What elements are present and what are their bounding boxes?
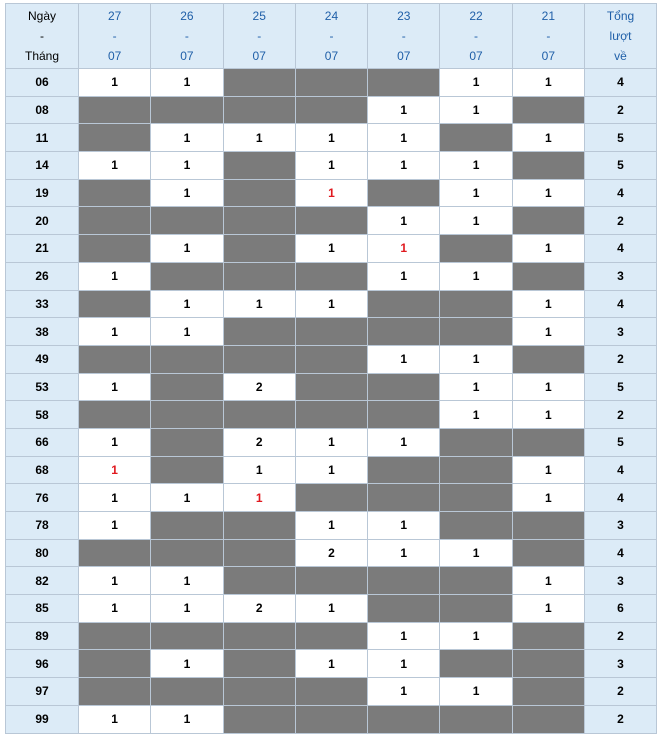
total-cell: 4 <box>585 179 657 207</box>
hit-count-cell: 1 <box>512 179 584 207</box>
empty-cell <box>368 179 440 207</box>
number-cell: 97 <box>6 678 79 706</box>
table-row <box>6 262 657 290</box>
empty-cell <box>79 179 151 207</box>
number-cell: 53 <box>6 373 79 401</box>
corner-line: Tháng <box>24 49 60 63</box>
total-cell: 5 <box>585 152 657 180</box>
hit-count-cell: 1 <box>368 539 440 567</box>
empty-cell <box>295 318 367 346</box>
empty-cell <box>151 456 223 484</box>
corner-line: - <box>40 29 44 43</box>
date-month: 07 <box>324 49 339 63</box>
hit-count-cell: 1 <box>79 152 151 180</box>
hit-count-cell: 1 <box>368 622 440 650</box>
empty-cell <box>295 401 367 429</box>
empty-cell <box>440 235 512 263</box>
hit-count-cell: 1 <box>151 290 223 318</box>
total-cell: 5 <box>585 373 657 401</box>
hit-count-cell: 1 <box>440 152 512 180</box>
empty-cell <box>79 290 151 318</box>
hit-count-cell: 1 <box>368 678 440 706</box>
empty-cell <box>295 678 367 706</box>
empty-cell <box>440 318 512 346</box>
date-month: 07 <box>252 49 266 63</box>
date-sep: - <box>401 29 406 43</box>
total-cell: 3 <box>585 318 657 346</box>
hit-count-cell: 1 <box>440 373 512 401</box>
total-cell: 2 <box>585 678 657 706</box>
hit-count-cell: 1 <box>79 456 151 484</box>
empty-cell <box>512 428 584 456</box>
empty-cell <box>223 235 295 263</box>
total-cell: 2 <box>585 207 657 235</box>
hit-count-cell: 1 <box>295 595 367 623</box>
number-cell: 85 <box>6 595 79 623</box>
empty-cell <box>151 678 223 706</box>
hit-count-cell: 1 <box>440 345 512 373</box>
hit-count-cell: 1 <box>512 595 584 623</box>
empty-cell <box>295 484 367 512</box>
hit-count-cell: 1 <box>295 290 367 318</box>
hit-count-cell: 1 <box>79 512 151 540</box>
hit-count-cell: 1 <box>368 428 440 456</box>
table-row <box>6 207 657 235</box>
empty-cell <box>295 705 367 733</box>
hit-count-cell: 1 <box>79 262 151 290</box>
hit-count-cell: 1 <box>512 69 584 97</box>
frequency-table <box>5 3 657 734</box>
empty-cell <box>440 512 512 540</box>
date-month: 07 <box>107 49 122 63</box>
total-cell: 3 <box>585 650 657 678</box>
table-row <box>6 650 657 678</box>
empty-cell <box>440 124 512 152</box>
number-cell: 68 <box>6 456 79 484</box>
number-cell: 38 <box>6 318 79 346</box>
hit-count-cell: 1 <box>295 650 367 678</box>
hit-count-cell: 1 <box>368 152 440 180</box>
hit-count-cell: 1 <box>79 705 151 733</box>
date-header <box>440 4 512 69</box>
hit-count-cell: 1 <box>151 484 223 512</box>
hit-count-cell: 1 <box>440 262 512 290</box>
empty-cell <box>295 69 367 97</box>
hit-count-cell: 1 <box>295 428 367 456</box>
hit-count-cell: 1 <box>151 179 223 207</box>
hit-count-cell: 1 <box>512 456 584 484</box>
hit-count-cell: 1 <box>512 235 584 263</box>
date-header <box>223 4 295 69</box>
total-cell: 2 <box>585 622 657 650</box>
number-cell: 58 <box>6 401 79 429</box>
total-cell: 4 <box>585 484 657 512</box>
date-day: 23 <box>397 9 411 23</box>
total-cell: 5 <box>585 124 657 152</box>
empty-cell <box>223 401 295 429</box>
number-cell: 08 <box>6 96 79 124</box>
corner-line: Ngày <box>27 9 56 23</box>
total-cell: 2 <box>585 401 657 429</box>
empty-cell <box>512 650 584 678</box>
empty-cell <box>79 678 151 706</box>
empty-cell <box>223 512 295 540</box>
empty-cell <box>79 345 151 373</box>
empty-cell <box>512 262 584 290</box>
hit-count-cell: 1 <box>512 401 584 429</box>
empty-cell <box>223 207 295 235</box>
table-row <box>6 69 657 97</box>
hit-count-cell: 1 <box>151 705 223 733</box>
empty-cell <box>223 69 295 97</box>
empty-cell <box>440 484 512 512</box>
empty-cell <box>512 345 584 373</box>
empty-cell <box>368 373 440 401</box>
empty-cell <box>368 456 440 484</box>
hit-count-cell: 1 <box>512 290 584 318</box>
number-cell: 14 <box>6 152 79 180</box>
table-row <box>6 705 657 733</box>
table-row <box>6 96 657 124</box>
total-cell: 4 <box>585 539 657 567</box>
empty-cell <box>440 428 512 456</box>
table-header <box>6 4 657 69</box>
hit-count-cell: 2 <box>223 595 295 623</box>
empty-cell <box>79 401 151 429</box>
number-cell: 66 <box>6 428 79 456</box>
total-cell: 3 <box>585 262 657 290</box>
hit-count-cell: 1 <box>151 69 223 97</box>
hit-count-cell: 1 <box>79 318 151 346</box>
table-row <box>6 428 657 456</box>
empty-cell <box>151 345 223 373</box>
empty-cell <box>79 96 151 124</box>
hit-count-cell: 1 <box>368 96 440 124</box>
number-cell: 99 <box>6 705 79 733</box>
empty-cell <box>368 567 440 595</box>
number-cell: 33 <box>6 290 79 318</box>
number-cell: 19 <box>6 179 79 207</box>
empty-cell <box>151 373 223 401</box>
hit-count-cell: 1 <box>79 595 151 623</box>
hit-count-cell: 1 <box>295 152 367 180</box>
empty-cell <box>151 428 223 456</box>
hit-count-cell: 1 <box>512 484 584 512</box>
empty-cell <box>368 290 440 318</box>
hit-count-cell: 1 <box>151 318 223 346</box>
table-row <box>6 179 657 207</box>
empty-cell <box>151 96 223 124</box>
hit-count-cell: 1 <box>440 622 512 650</box>
empty-cell <box>368 69 440 97</box>
hit-count-cell: 1 <box>368 235 440 263</box>
empty-cell <box>440 650 512 678</box>
number-cell: 76 <box>6 484 79 512</box>
empty-cell <box>223 567 295 595</box>
total-cell: 4 <box>585 69 657 97</box>
empty-cell <box>151 401 223 429</box>
hit-count-cell: 1 <box>295 512 367 540</box>
date-day: 22 <box>469 9 483 23</box>
empty-cell <box>223 179 295 207</box>
hit-count-cell: 1 <box>223 124 295 152</box>
empty-cell <box>223 622 295 650</box>
empty-cell <box>223 650 295 678</box>
empty-cell <box>295 262 367 290</box>
empty-cell <box>512 152 584 180</box>
total-cell: 4 <box>585 235 657 263</box>
total-cell: 2 <box>585 96 657 124</box>
hit-count-cell: 1 <box>440 678 512 706</box>
number-cell: 89 <box>6 622 79 650</box>
hit-count-cell: 1 <box>368 207 440 235</box>
hit-count-cell: 1 <box>440 69 512 97</box>
hit-count-cell: 1 <box>295 235 367 263</box>
hit-count-cell: 1 <box>151 567 223 595</box>
total-cell: 2 <box>585 345 657 373</box>
hit-count-cell: 1 <box>512 124 584 152</box>
hit-count-cell: 1 <box>223 484 295 512</box>
empty-cell <box>79 622 151 650</box>
empty-cell <box>440 567 512 595</box>
empty-cell <box>295 207 367 235</box>
number-cell: 26 <box>6 262 79 290</box>
table-row <box>6 345 657 373</box>
total-cell: 3 <box>585 512 657 540</box>
date-month: 07 <box>397 49 411 63</box>
date-day: 25 <box>252 9 266 23</box>
empty-cell <box>512 96 584 124</box>
empty-cell <box>512 622 584 650</box>
hit-count-cell: 2 <box>223 373 295 401</box>
hit-count-cell: 1 <box>295 456 367 484</box>
empty-cell <box>295 567 367 595</box>
empty-cell <box>223 152 295 180</box>
empty-cell <box>440 290 512 318</box>
number-cell: 49 <box>6 345 79 373</box>
date-sep: - <box>546 29 551 43</box>
empty-cell <box>368 401 440 429</box>
hit-count-cell: 1 <box>440 96 512 124</box>
hit-count-cell: 1 <box>151 235 223 263</box>
table-row <box>6 622 657 650</box>
total-cell: 2 <box>585 705 657 733</box>
date-header <box>79 4 151 69</box>
empty-cell <box>151 207 223 235</box>
hit-count-cell: 1 <box>295 124 367 152</box>
hit-count-cell: 1 <box>368 124 440 152</box>
empty-cell <box>440 456 512 484</box>
hit-count-cell: 1 <box>151 124 223 152</box>
empty-cell <box>223 705 295 733</box>
empty-cell <box>368 318 440 346</box>
date-day: 26 <box>180 9 194 23</box>
date-header <box>295 4 367 69</box>
empty-cell <box>79 650 151 678</box>
empty-cell <box>440 705 512 733</box>
date-sep: - <box>329 29 334 43</box>
hit-count-cell: 1 <box>440 179 512 207</box>
date-header <box>368 4 440 69</box>
empty-cell <box>223 539 295 567</box>
table-row <box>6 235 657 263</box>
hit-count-cell: 1 <box>368 262 440 290</box>
hit-count-cell: 1 <box>440 401 512 429</box>
date-day: 21 <box>541 9 556 23</box>
date-day: 24 <box>324 9 339 23</box>
total-cell: 4 <box>585 290 657 318</box>
table-row <box>6 484 657 512</box>
date-sep: - <box>184 29 189 43</box>
date-month: 07 <box>469 49 483 63</box>
table-row <box>6 401 657 429</box>
empty-cell <box>512 539 584 567</box>
hit-count-cell: 2 <box>295 539 367 567</box>
hit-count-cell: 1 <box>79 69 151 97</box>
empty-cell <box>295 345 367 373</box>
hit-count-cell: 1 <box>440 539 512 567</box>
number-cell: 96 <box>6 650 79 678</box>
empty-cell <box>223 318 295 346</box>
table-row <box>6 539 657 567</box>
empty-cell <box>512 705 584 733</box>
empty-cell <box>223 96 295 124</box>
empty-cell <box>79 207 151 235</box>
empty-cell <box>295 622 367 650</box>
hit-count-cell: 1 <box>368 650 440 678</box>
date-month: 07 <box>180 49 194 63</box>
empty-cell <box>512 207 584 235</box>
table-row <box>6 373 657 401</box>
total-line: về <box>614 49 627 63</box>
empty-cell <box>512 512 584 540</box>
hit-count-cell: 1 <box>368 345 440 373</box>
number-cell: 21 <box>6 235 79 263</box>
hit-count-cell: 1 <box>151 650 223 678</box>
number-cell: 11 <box>6 124 79 152</box>
empty-cell <box>295 96 367 124</box>
hit-count-cell: 1 <box>79 373 151 401</box>
table-row <box>6 456 657 484</box>
total-cell: 3 <box>585 567 657 595</box>
corner-header <box>6 4 79 69</box>
number-cell: 80 <box>6 539 79 567</box>
table-row <box>6 290 657 318</box>
empty-cell <box>79 539 151 567</box>
empty-cell <box>440 595 512 623</box>
empty-cell <box>223 262 295 290</box>
total-cell: 6 <box>585 595 657 623</box>
hit-count-cell: 1 <box>440 207 512 235</box>
empty-cell <box>79 235 151 263</box>
number-cell: 06 <box>6 69 79 97</box>
empty-cell <box>151 622 223 650</box>
hit-count-cell: 1 <box>79 567 151 595</box>
total-cell: 4 <box>585 456 657 484</box>
hit-count-cell: 1 <box>368 512 440 540</box>
date-sep: - <box>112 29 117 43</box>
hit-count-cell: 1 <box>151 595 223 623</box>
hit-count-cell: 1 <box>512 567 584 595</box>
empty-cell <box>295 373 367 401</box>
total-line: Tổng <box>606 9 635 23</box>
number-cell: 82 <box>6 567 79 595</box>
table-row <box>6 595 657 623</box>
total-line: lượt <box>609 29 632 43</box>
empty-cell <box>512 678 584 706</box>
empty-cell <box>223 678 295 706</box>
empty-cell <box>368 705 440 733</box>
empty-cell <box>79 124 151 152</box>
hit-count-cell: 1 <box>223 456 295 484</box>
hit-count-cell: 1 <box>295 179 367 207</box>
hit-count-cell: 1 <box>79 428 151 456</box>
hit-count-cell: 1 <box>512 318 584 346</box>
hit-count-cell: 2 <box>223 428 295 456</box>
date-month: 07 <box>541 49 556 63</box>
table-row <box>6 512 657 540</box>
date-day: 27 <box>107 9 122 23</box>
empty-cell <box>151 262 223 290</box>
empty-cell <box>223 345 295 373</box>
empty-cell <box>368 595 440 623</box>
table-body <box>6 69 657 734</box>
date-sep: - <box>474 29 479 43</box>
table-row <box>6 152 657 180</box>
header-row <box>6 4 657 69</box>
number-cell: 20 <box>6 207 79 235</box>
date-header <box>151 4 223 69</box>
empty-cell <box>151 512 223 540</box>
hit-count-cell: 1 <box>223 290 295 318</box>
table-row <box>6 567 657 595</box>
total-header <box>585 4 657 69</box>
table-row <box>6 678 657 706</box>
hit-count-cell: 1 <box>79 484 151 512</box>
empty-cell <box>368 484 440 512</box>
number-cell: 78 <box>6 512 79 540</box>
hit-count-cell: 1 <box>512 373 584 401</box>
date-sep: - <box>257 29 262 43</box>
table-row <box>6 318 657 346</box>
hit-count-cell: 1 <box>151 152 223 180</box>
table-row <box>6 124 657 152</box>
date-header <box>512 4 584 69</box>
total-cell: 5 <box>585 428 657 456</box>
empty-cell <box>151 539 223 567</box>
